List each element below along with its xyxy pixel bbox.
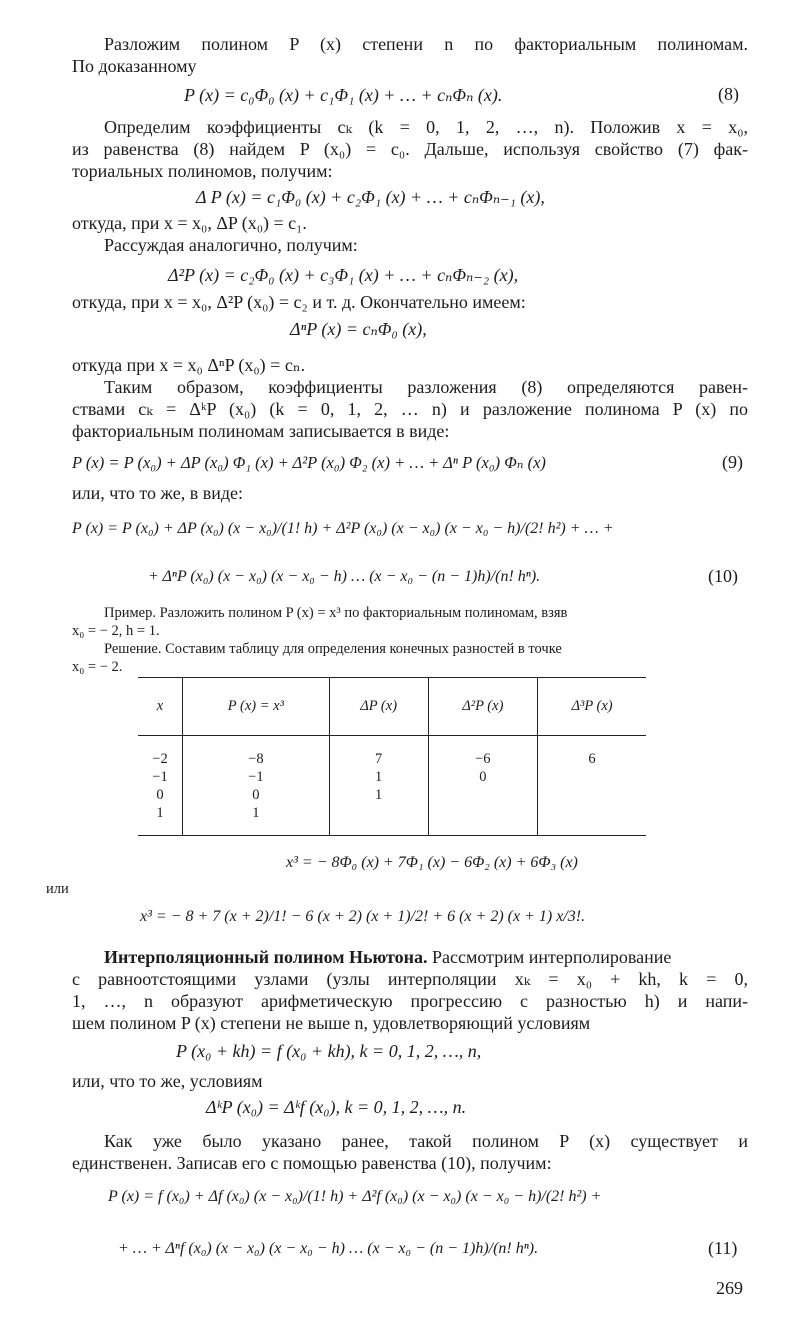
equation-number: (11) bbox=[708, 1238, 738, 1258]
newton-heading-line bbox=[72, 946, 671, 968]
equation-deltan: ΔⁿP (x) = cₙΦ₀ (x), bbox=[290, 319, 427, 339]
table-column-d3: 6 bbox=[538, 736, 646, 836]
table-header-cell: Δ²P (x) bbox=[428, 678, 538, 736]
equation-10-line1: P (x) = P (x₀) + ΔP (x₀) (x − x₀)/(1! h) + Δ²P (x₀) (x − x₀) (x − x₀ − h)/(2! h²) + … + bbox=[72, 520, 614, 537]
table-column-d2: −6 0 bbox=[428, 736, 538, 836]
paragraph-line: или, что то же, условиям bbox=[72, 1071, 263, 1091]
paragraph-line: Рассуждая аналогично, получим: bbox=[104, 235, 358, 255]
paragraph-line: Разложим полином P (x) степени n по факториальным полиномам. bbox=[104, 34, 748, 54]
equation-delta1: Δ P (x) = c₁Φ₀ (x) + c₂Φ₁ (x) + … + cₙΦₙ₋₁ (x), bbox=[196, 187, 545, 207]
paragraph-line: откуда при x = x₀ ΔⁿP (x₀) = cₙ. bbox=[72, 355, 306, 375]
paragraph-line: ториальных полиномов, получим: bbox=[72, 161, 333, 181]
finite-differences-table bbox=[138, 677, 646, 836]
paragraph-line: откуда, при x = x₀, Δ²P (x₀) = c₂ и т. д. Окончательно имеем: bbox=[72, 292, 526, 312]
paragraph-line: единственен. Записав его с помощью равенства (10), получим: bbox=[72, 1153, 552, 1173]
result-equation-2: x³ = − 8 + 7 (x + 2)/1! − 6 (x + 2) (x + 1)/2! + 6 (x + 2) (x + 1) x/3!. bbox=[140, 908, 586, 925]
equation-number: (8) bbox=[718, 84, 739, 104]
table-column-x: −2 −1 0 1 bbox=[138, 736, 183, 836]
table-header-cell: ΔP (x) bbox=[329, 678, 428, 736]
condition-equation-2: ΔᵏP (x₀) = Δᵏf (x₀), k = 0, 1, 2, …, n. bbox=[206, 1097, 467, 1117]
table-header-cell: P (x) = x³ bbox=[183, 678, 330, 736]
paragraph-line: или, что то же, в виде: bbox=[72, 483, 244, 503]
table-column-d1: 7 1 1 bbox=[329, 736, 428, 836]
equation-11-line2: + … + Δⁿf (x₀) (x − x₀) (x − x₀ − h) … (x − x₀ − (n − 1)h)/(n! hⁿ). bbox=[118, 1240, 539, 1257]
table-column-p: −8 −1 0 1 bbox=[183, 736, 330, 836]
paragraph-text: Рассмотрим интерполирование bbox=[427, 947, 672, 967]
solution-line: x₀ = − 2. bbox=[72, 659, 123, 675]
page-number: 269 bbox=[716, 1278, 743, 1298]
table-header-cell: Δ³P (x) bbox=[538, 678, 646, 736]
or-word: или bbox=[46, 881, 69, 897]
condition-equation-1: P (x₀ + kh) = f (x₀ + kh), k = 0, 1, 2, …, n, bbox=[176, 1041, 482, 1061]
paragraph-line: с равноотстоящими узлами (узлы интерполяции xₖ = x₀ + kh, k = 0, bbox=[72, 969, 748, 989]
paragraph-line: Таким образом, коэффициенты разложения (8) определяются равен- bbox=[104, 377, 748, 397]
paragraph-line: факториальным полиномам записывается в виде: bbox=[72, 421, 450, 441]
solution-line: Решение. Составим таблицу для определения конечных разностей в точке bbox=[104, 641, 562, 657]
example-line: x₀ = − 2, h = 1. bbox=[72, 623, 160, 639]
paragraph-line: 1, …, n образуют арифметическую прогрессию с разностью h) и напи- bbox=[72, 991, 748, 1011]
paragraph-line: ствами cₖ = ΔᵏP (x₀) (k = 0, 1, 2, … n) и разложение полинома P (x) по bbox=[72, 399, 748, 419]
table-header-row bbox=[138, 678, 646, 736]
result-equation-1: x³ = − 8Φ₀ (x) + 7Φ₁ (x) − 6Φ₂ (x) + 6Φ₃ (x) bbox=[286, 854, 578, 871]
equation-delta2: Δ²P (x) = c₂Φ₀ (x) + c₃Φ₁ (x) + … + cₙΦₙ₋₂ (x), bbox=[168, 265, 519, 285]
paragraph-line: откуда, при x = x₀, ΔP (x₀) = c₁. bbox=[72, 213, 307, 233]
paragraph-line: Определим коэффициенты cₖ (k = 0, 1, 2, …, n). Положив x = x₀, bbox=[104, 117, 748, 137]
equation-8: P (x) = c₀Φ₀ (x) + c₁Φ₁ (x) + … + cₙΦₙ (x). bbox=[184, 85, 503, 105]
example-line: Пример. Разложить полином P (x) = x³ по факториальным полиномам, взяв bbox=[104, 605, 568, 621]
paragraph-line: из равенства (8) найдем P (x₀) = c₀. Дальше, используя свойство (7) фак- bbox=[72, 139, 748, 159]
equation-10-line2: + ΔⁿP (x₀) (x − x₀) (x − x₀ − h) … (x − x₀ − (n − 1)h)/(n! hⁿ). bbox=[148, 568, 541, 585]
equation-9: P (x) = P (x₀) + ΔP (x₀) Φ₁ (x) + Δ²P (x₀) Φ₂ (x) + … + Δⁿ P (x₀) Φₙ (x) bbox=[72, 453, 546, 472]
equation-number: (9) bbox=[722, 452, 743, 472]
table-row bbox=[138, 736, 646, 836]
equation-number: (10) bbox=[708, 566, 738, 586]
equation-11-line1: P (x) = f (x₀) + Δf (x₀) (x − x₀)/(1! h) + Δ²f (x₀) (x − x₀) (x − x₀ − h)/(2! h²) + bbox=[108, 1188, 602, 1205]
paragraph-line: Как уже было указано ранее, такой полином P (x) существует и bbox=[104, 1131, 748, 1151]
newton-heading: Интерполяционный полином Ньютона. bbox=[104, 947, 428, 967]
paragraph-line: По доказанному bbox=[72, 56, 197, 76]
paragraph-line: шем полином P (x) степени не выше n, удовлетворяющий условиям bbox=[72, 1013, 591, 1033]
table-header-cell: x bbox=[138, 678, 183, 736]
